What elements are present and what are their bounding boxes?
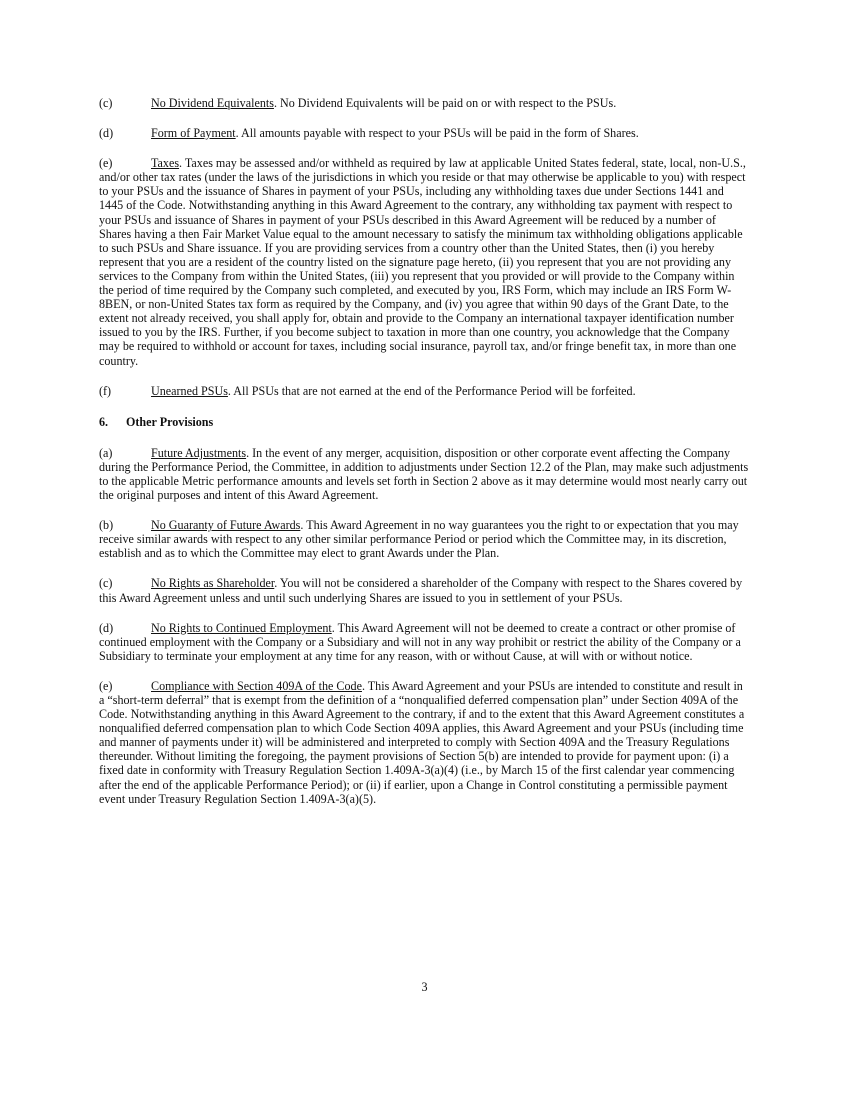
paragraph-6d <box>99 621 749 663</box>
paragraph-heading: Future Adjustments <box>151 445 247 460</box>
paragraph-heading: Form of Payment <box>151 126 236 141</box>
paragraph-body: . Taxes may be assessed and/or withheld as required by law at applicable United States federal, state, local, non-U.S., and/or other tax rates (under the laws of the jurisdictions in which you reside or that may otherwise be applicable to you) with respect to your PSUs and the issuance of Shares in payment of your PSUs, including any withholding taxes due under Sections 1441 and 1445 of the Code. Notwithstanding anything in this Award Agreement to the contrary, any withholding tax payment with respect to your PSUs and issuance of Shares in payment of your PSUs described in this Award Agreement will be reduced by a number of Shares having a then Fair Market Value equal to the amount necessary to satisfy the minimum tax withholding obligations applicable to such PSUs and Share issuance. If you are providing services from a country other than the United States, then (i) you hereby represent that you are a resident of the country listed on the signature page hereto, (ii) you represent that you are not providing any services to the Company from within the United States, (iii) you represent that you provided or will provide to the Company within the period of time required by the Company such completed, and executed by you, IRS Form, which may include an IRS Form W-8BEN, or non-United States tax form as required by the Company, and (iv) you agree that within 90 days of the Grant Date, to the extent not already received, you shall apply for, obtain and provide to the Company an international taxpayer identification number issued to you by the IRS. Further, if you become subject to taxation in more than one country, you acknowledge that the Company may be required to withhold or account for taxes, including social insurance, payroll tax, and/or fringe benefit tax, in more than one country. <box>99 156 746 368</box>
section-heading <box>99 415 749 429</box>
paragraph-heading: No Rights to Continued Employment <box>151 620 332 635</box>
paragraph-label: (e) <box>99 678 113 693</box>
paragraph-5e <box>99 156 749 367</box>
paragraph-body: . All amounts payable with respect to your PSUs will be paid in the form of Shares. <box>235 126 639 141</box>
paragraph-6b <box>99 518 749 560</box>
paragraph-heading: No Rights as Shareholder <box>151 576 275 591</box>
paragraph-body: . In the event of any merger, acquisition, disposition or other corporate event affecting the Company during the Performance Period, the Committee, in addition to adjustments under Section 12.2 of the Plan, may make such adjustments to the applicable Metric performance amounts and levels set forth in Section 2 above as it may determine would most nearly carry out the original purposes and intent of this Award Agreement. <box>99 445 749 503</box>
paragraph-5c <box>99 96 749 110</box>
paragraph-heading: No Dividend Equivalents <box>151 96 274 110</box>
document-page <box>99 96 749 822</box>
paragraph-label: (b) <box>99 518 114 533</box>
paragraph-5d <box>99 126 749 140</box>
paragraph-heading: Taxes <box>151 156 180 171</box>
paragraph-heading: Unearned PSUs <box>151 383 228 398</box>
paragraph-label: (d) <box>99 620 114 635</box>
paragraph-6a <box>99 446 749 502</box>
page-number: 3 <box>421 980 428 994</box>
paragraph-label: (e) <box>99 156 113 171</box>
paragraph-body: . You will not be considered a shareholder of the Company with respect to the Shares covered by this Award Agreement unless and until such underlying Shares are issued to you in settlement of your PSUs. <box>99 576 743 605</box>
paragraph-5f <box>99 384 749 398</box>
paragraph-body: . All PSUs that are not earned at the end of the Performance Period will be forfeited. <box>227 383 636 398</box>
section-number: 6. <box>99 414 109 429</box>
paragraph-label: (d) <box>99 126 114 141</box>
paragraph-6e <box>99 679 749 806</box>
section-title: Other Provisions <box>126 414 214 429</box>
paragraph-body: . This Award Agreement and your PSUs are intended to constitute and result in a “short-term deferral” that is exempt from the definition of a “nonqualified deferred compensation plan” under Section 409A of the Code. Notwithstanding anything in this Award Agreement to the contrary, if and to the extent that this Award Agreement constitutes a nonqualified deferred compensation plan to which Code Section 409A applies, this Award Agreement and your PSUs (including time and manner of payments under it) will be administered and interpreted to comply with Section 409A and the Treasury Regulations thereunder. Without limiting the foregoing, the payment provisions of Section 5(b) are intended to provide for payment upon: (i) a fixed date in conformity with Treasury Regulation Section 1.409A-3(a)(4) (i.e., by March 15 of the first calendar year commencing after the end of the applicable Performance Period); or (ii) if earlier, upon a Change in Control constituting a permissible payment event under Treasury Regulation Section 1.409A-3(a)(5). <box>99 678 745 806</box>
paragraph-label: (f) <box>99 383 112 398</box>
paragraph-6c <box>99 576 749 604</box>
paragraph-heading: No Guaranty of Future Awards <box>151 518 301 533</box>
paragraph-label: (c) <box>99 576 113 591</box>
paragraph-body: . No Dividend Equivalents will be paid on or with respect to the PSUs. <box>273 96 617 110</box>
paragraph-label: (c) <box>99 96 113 110</box>
paragraph-label: (a) <box>99 445 113 460</box>
paragraph-body: . This Award Agreement will not be deemed to create a contract or other promise of continued employment with the Company or a Subsidiary and will not in any way prohibit or restrict the ability of the Company or a Subsidiary to terminate your employment at any time for any reason, with or without Cause, at will with or without notice. <box>99 620 741 663</box>
paragraph-heading: Compliance with Section 409A of the Code <box>151 678 362 693</box>
paragraph-body: . This Award Agreement in no way guarantees you the right to or expectation that you may receive similar awards with respect to any other similar performance Period or period which the Committee may, in its discretion, establish and as to which the Committee may elect to grant Awards under the Plan. <box>99 518 739 561</box>
